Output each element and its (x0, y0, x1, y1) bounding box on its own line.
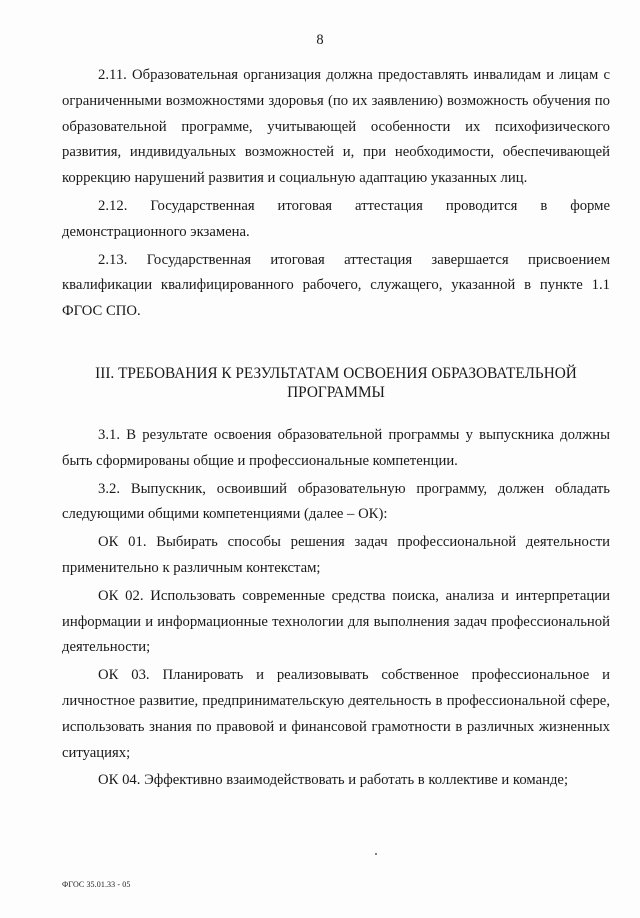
scan-speck (375, 853, 377, 855)
competency-ok-03: ОК 03. Планировать и реализовывать собственное профессиональное и личностное развитие, предпринимательскую деятельность в профессиональной сфере, использовать знания по правовой и финансовой грамотности в различных жизненных ситуациях; (62, 667, 610, 761)
competency-ok-04: ОК 04. Эффективно взаимодействовать и работать в коллективе и команде; (98, 772, 569, 789)
competency-ok-02: ОК 02. Использовать современные средства поиска, анализа и интерпретации информации и информационные технологии для выполнения задач профессиональной деятельности; (62, 587, 610, 656)
paragraph-3-1: 3.1. В результате освоения образовательной программы у выпускника должны быть сформированы общие и профессиональные компетенции. (62, 426, 610, 469)
paragraph-3-2: 3.2. Выпускник, освоивший образовательную программу, должен обладать следующими общими компетенциями (далее – ОК): (62, 480, 610, 523)
paragraph-2-12: 2.12. Государственная итоговая аттестация проводится в форме демонстрационного экзамена. (62, 197, 610, 240)
paragraph-2-13: 2.13. Государственная итоговая аттестация завершается присвоением квалификации квалифицированного рабочего, служащего, указанной в пункте 1.1 ФГОС СПО. (62, 251, 610, 320)
page-number: 8 (316, 32, 324, 48)
footer-code: ФГОС 35.01.33 - 05 (62, 880, 131, 889)
document-body (62, 63, 610, 794)
competency-ok-01: ОК 01. Выбирать способы решения задач профессиональной деятельности применительно к различным контекстам; (62, 534, 610, 576)
paragraph-2-11: 2.11. Образовательная организация должна предоставлять инвалидам и лицам с ограниченными возможностями здоровья (по их заявлению) возможность обучения по образовательной программе, учитывающей особенности их психофизического развития, индивидуальных возможностей и, при необходимости, обеспечивающей коррекцию нарушений развития и социальную адаптацию указанных лиц. (62, 67, 610, 187)
section-title: III. ТРЕБОВАНИЯ К РЕЗУЛЬТАТАМ ОСВОЕНИЯ ОБРАЗОВАТЕЛЬНОЙ ПРОГРАММЫ (95, 364, 577, 401)
